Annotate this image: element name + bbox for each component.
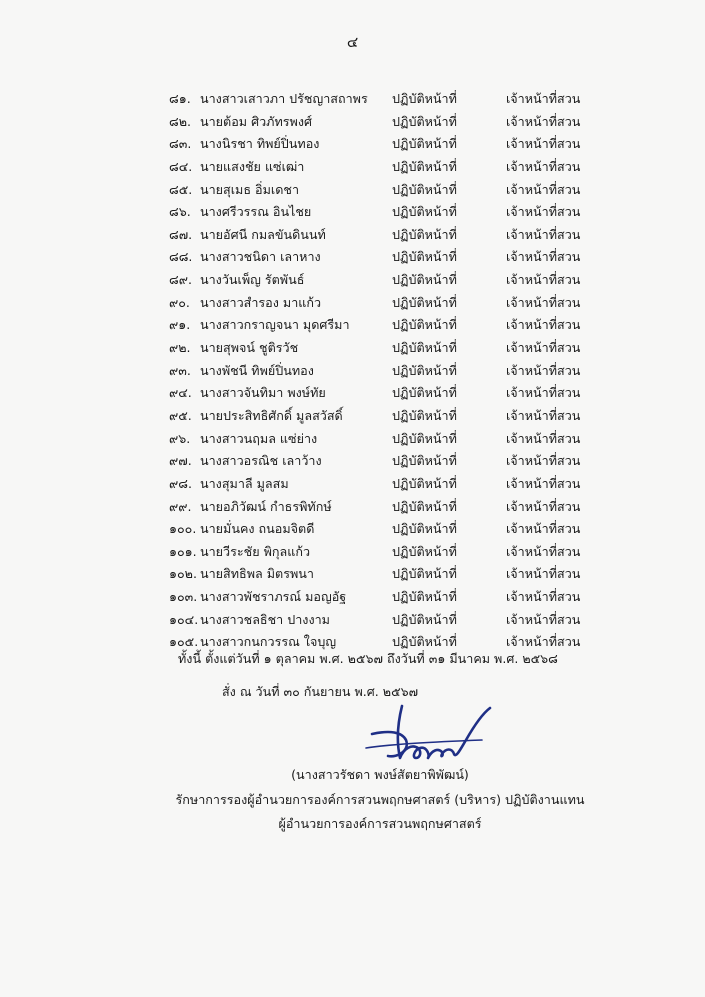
list-item [0,518,705,541]
list-item [0,405,705,428]
list-item [0,496,705,519]
entry-number: ๑๐๓. [169,589,198,605]
entry-name: นายอัศนี กมลขันดินนท์ [200,226,326,242]
signer-name: (นางสาวรัชดา พงษ์สัตยาพิพัฒน์) [291,767,469,782]
list-item [0,450,705,473]
entry-number: ๘๘. [169,249,193,265]
entry-name: นางสาวเสาวภา ปรัชญาสถาพร [200,91,368,106]
entry-name: นางสาวสำรอง มาแก้ว [200,294,322,310]
entry-role: ปฏิบัติหน้าที่ [392,498,457,514]
entry-role: ปฏิบัติหน้าที่ [392,453,457,469]
entry-position: เจ้าหน้าที่สวน [506,158,581,174]
entry-role: ปฏิบัติหน้าที่ [392,589,457,605]
entry-position: เจ้าหน้าที่สวน [506,475,581,491]
entry-role: ปฏิบัติหน้าที่ [392,521,457,537]
entry-role: ปฏิบัติหน้าที่ [392,475,457,491]
entry-number: ๘๓. [169,136,192,152]
entry-role: ปฏิบัติหน้าที่ [392,317,457,333]
entry-position: เจ้าหน้าที่สวน [506,272,581,288]
entry-role: ปฏิบัติหน้าที่ [392,91,457,106]
entry-role: ปฏิบัติหน้าที่ [392,294,457,310]
list-item [0,201,705,224]
entry-number: ๘๑. [169,91,191,106]
entry-role: ปฏิบัติหน้าที่ [392,181,457,197]
entry-number: ๘๖. [169,204,191,220]
list-item [0,156,705,179]
entry-position: เจ้าหน้าที่สวน [506,181,581,197]
entry-name: นางศรีวรรณ อินไชย [200,204,312,220]
entry-number: ๑๐๑. [169,543,197,559]
entry-name: นายสุเมธ อิ่มเดชา [200,181,300,197]
entry-role: ปฏิบัติหน้าที่ [392,113,457,129]
entry-position: เจ้าหน้าที่สวน [506,566,581,582]
entry-role: ปฏิบัติหน้าที่ [392,543,457,559]
entry-role: ปฏิบัติหน้าที่ [392,362,457,378]
list-item [0,133,705,156]
order-date: สั่ง ณ วันที่ ๓๐ กันยายน พ.ศ. ๒๕๖๗ [222,684,419,699]
entry-name: นายสุพจน์ ชูติรวัช [200,340,299,356]
entry-number: ๑๐๔. [169,611,199,627]
page-number: ๔ [346,33,359,51]
entry-role: ปฏิบัติหน้าที่ [392,340,457,356]
entry-name: นางสาวนฤมล แซ่ย่าง [200,430,318,446]
entry-name: นายแสงชัย แซ่เฒ่า [200,158,305,174]
entry-role: ปฏิบัติหน้าที่ [392,272,457,288]
entry-position: เจ้าหน้าที่สวน [506,521,581,537]
entry-name: นางสาวชนิดา เลาหาง [200,249,321,265]
entry-number: ๙๖. [169,430,191,446]
entry-position: เจ้าหน้าที่สวน [506,91,581,106]
list-item [0,360,705,383]
entry-position: เจ้าหน้าที่สวน [506,136,581,152]
entry-position: เจ้าหน้าที่สวน [506,249,581,265]
entry-number: ๙๑. [169,317,191,333]
entry-role: ปฏิบัติหน้าที่ [392,249,457,265]
signature-image [362,700,494,772]
entry-name: นางสาวกนกวรรณ ใจบุญ [200,634,337,650]
list-item [0,269,705,292]
entry-number: ๙๕. [169,407,192,423]
entry-name: นางสาวพัชราภรณ์ มอญอัฐ [200,589,347,605]
entry-name: นางวันเพ็ญ รัตพันธ์ [200,272,305,288]
entry-role: ปฏิบัติหน้าที่ [392,611,457,627]
entry-number: ๙๙. [169,498,192,514]
appointment-period: ทั้งนี้ ตั้งแต่วันที่ ๑ ตุลาคม พ.ศ. ๒๕๖๗ ถึงวันที่ ๓๑ มีนาคม พ.ศ. ๒๕๖๘ [178,651,558,666]
signer-title: ผู้อำนวยการองค์การสวนพฤกษศาสตร์ [278,816,482,831]
entry-number: ๑๐๕. [169,634,199,650]
entry-number: ๑๐๒. [169,566,197,582]
entry-name: นางสาวกราญจนา มุดศรีมา [200,317,350,333]
entry-position: เจ้าหน้าที่สวน [506,498,581,514]
entry-name: นายประสิทธิศักดิ์ มูลสวัสดิ์ [200,407,343,423]
entry-number: ๘๒. [169,113,192,129]
signer-acting-title: รักษาการรองผู้อำนวยการองค์การสวนพฤกษศาสตร์ (บริหาร) ปฏิบัติงานแทน [175,791,585,807]
entry-name: นายต้อม ศิวภัทรพงศ์ [200,113,312,129]
entry-role: ปฏิบัติหน้าที่ [392,407,457,423]
list-item [0,473,705,496]
list-item [0,179,705,202]
entry-number: ๑๐๐. [169,521,197,537]
list-item [0,314,705,337]
entry-position: เจ้าหน้าที่สวน [506,226,581,242]
entry-name: นางสาวจันทิมา พงษ์ทัย [200,385,326,401]
entry-position: เจ้าหน้าที่สวน [506,385,581,401]
entry-position: เจ้าหน้าที่สวน [506,543,581,559]
entry-role: ปฏิบัติหน้าที่ [392,136,457,152]
list-item [0,292,705,315]
entry-role: ปฏิบัติหน้าที่ [392,566,457,582]
entry-role: ปฏิบัติหน้าที่ [392,385,457,401]
entry-role: ปฏิบัติหน้าที่ [392,158,457,174]
entry-role: ปฏิบัติหน้าที่ [392,226,457,242]
entry-role: ปฏิบัติหน้าที่ [392,634,457,650]
list-item [0,337,705,360]
staff-list [0,88,705,654]
entry-role: ปฏิบัติหน้าที่ [392,430,457,446]
entry-number: ๘๕. [169,181,193,197]
entry-number: ๙๗. [169,453,192,469]
entry-name: นายมั่นคง ถนอมจิตดี [200,521,315,537]
entry-number: ๙๘. [169,475,192,491]
list-item [0,428,705,451]
entry-role: ปฏิบัติหน้าที่ [392,204,457,220]
entry-position: เจ้าหน้าที่สวน [506,407,581,423]
list-item [0,111,705,134]
entry-number: ๘๙. [169,272,192,288]
entry-position: เจ้าหน้าที่สวน [506,362,581,378]
entry-position: เจ้าหน้าที่สวน [506,113,581,129]
entry-number: ๙๒. [169,340,191,356]
entry-number: ๙๔. [169,385,192,401]
list-item [0,563,705,586]
entry-position: เจ้าหน้าที่สวน [506,340,581,356]
entry-name: นางสาวชลธิชา ปางงาม [200,611,330,627]
entry-position: เจ้าหน้าที่สวน [506,453,581,469]
entry-position: เจ้าหน้าที่สวน [506,589,581,605]
list-item [0,382,705,405]
entry-name: นายวีระชัย พิกุลแก้ว [200,543,311,559]
entry-position: เจ้าหน้าที่สวน [506,430,581,446]
entry-number: ๙๐. [169,294,190,310]
list-item [0,88,705,111]
signer-block [0,763,705,837]
list-item [0,609,705,632]
entry-number: ๙๓. [169,362,191,378]
entry-position: เจ้าหน้าที่สวน [506,317,581,333]
entry-name: นางสุมาลี มูลสม [200,475,289,491]
entry-name: นางพัชนี ทิพย์ปิ่นทอง [200,362,314,378]
list-item [0,541,705,564]
entry-number: ๘๗. [169,226,193,242]
entry-number: ๘๔. [169,158,193,174]
entry-name: นายสิทธิพล มิตรพนา [200,566,314,582]
list-item [0,246,705,269]
entry-position: เจ้าหน้าที่สวน [506,294,581,310]
entry-name: นางนิรชา ทิพย์ปิ่นทอง [200,136,320,152]
entry-position: เจ้าหน้าที่สวน [506,204,581,220]
list-item [0,224,705,247]
entry-position: เจ้าหน้าที่สวน [506,634,581,650]
entry-name: นางสาวอรณิช เลาว้าง [200,453,322,469]
entry-name: นายอภิวัฒน์ กำธรพิทักษ์ [200,498,332,514]
entry-position: เจ้าหน้าที่สวน [506,611,581,627]
list-item [0,586,705,609]
